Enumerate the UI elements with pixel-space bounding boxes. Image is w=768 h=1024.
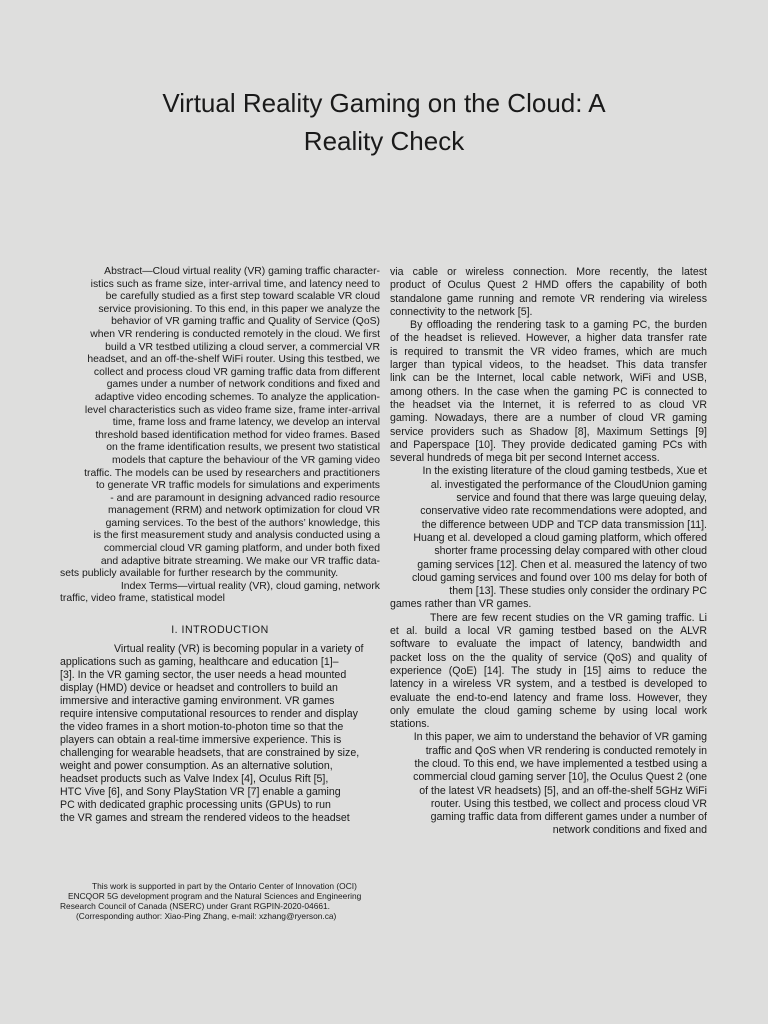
abstract-line: service provisioning. To this end, in this paper we analyze the [98,303,380,315]
title-line-2: Reality Check [303,126,465,156]
abstract-line: on the frame identification results, we present two statistical [106,442,380,454]
abstract-line: threshold based identification method for video frames. Based [95,429,380,441]
body-line: gaming. Nowadays, there are a number of cloud VR gaming [390,412,707,425]
body-line: software to evaluate the impact of latency, bandwidth and [390,638,707,651]
body-line: games rather than VR games. [390,598,532,611]
footnote-line: Research Council of Canada (NSERC) under Grant RGPIN-2020-04661. [60,901,330,911]
body-line: service and found that there was large queuing delay, [456,492,707,505]
abstract [60,266,380,581]
intro-line: display (HMD) device or headset and controllers to build an [60,681,338,694]
footnote-line: This work is supported in part by the Ontario Center of Innovation (OCI) [92,881,357,891]
index-terms [60,581,380,606]
body-line: et al. build a local VR gaming testbed based on the ALVR [390,625,707,638]
body-line: is required to transmit the VR video frames, which are much [390,345,707,358]
body-line: Huang et al. developed a cloud gaming platform, which offered [413,531,707,544]
paper-title [80,84,688,160]
introduction-text [60,643,380,825]
abstract-line: games under a number of network conditions and fixed and [106,379,380,391]
body-line: packet loss on the the quality of service (QoS) and quality of [390,651,707,664]
body-line: gaming traffic data from different games under a number of [430,811,707,824]
section-heading: I. INTRODUCTION [171,624,269,637]
body-line: the cloud. To this end, we have implemented a testbed using a [414,757,707,770]
body-line: traffic and QoS when VR rendering is conducted remotely in [425,744,707,757]
body-line: several hundreds of mega bit per second Internet access. [390,452,660,465]
body-line: via cable or wireless connection. More recently, the latest [390,266,707,278]
abstract-line: sets publicly available for further research by the community. [60,568,339,580]
abstract-line: collect and process cloud VR gaming traffic data from different [93,366,380,378]
abstract-line: level characteristics such as video frame size, frame inter-arrival [84,404,380,416]
body-line: cloud gaming services and found over 100 ms delay for both of [411,571,707,584]
abstract-line: behavior of VR gaming traffic and Quality of Service (QoS) [111,316,380,328]
intro-line: headset products such as Valve Index [4], Oculus Rift [5], [60,772,329,785]
body-line: only emulate the cloud gaming scheme by using local work [390,704,707,717]
abstract-line: and adaptive bitrate streaming. We make our VR traffic data- [100,555,380,567]
abstract-line: gaming services. To the best of the authors’ knowledge, this [105,517,380,529]
intro-line: HTC Vive [6], and Sony PlayStation VR [7] enable a gaming [60,785,341,798]
body-line: router. Using this testbed, we collect and process cloud VR [430,797,707,810]
index-terms-line: Index Terms—virtual reality (VR), cloud gaming, network [120,580,380,592]
abstract-line: istics such as frame size, inter-arrival time, and latency need to [90,278,380,290]
abstract-line: management (RRM) and network optimization for cloud VR [107,505,380,517]
abstract-line: headset, and an off-the-shelf WiFi router. Using this testbed, we [87,354,380,366]
intro-line: challenging for wearable headsets, that are constrained by size, [60,746,360,759]
body-line: conservative video rate recommendations were adopted, and [420,505,707,518]
body-line: latency in a wireless VR system, and a testbed is developed to [390,678,707,691]
body-line: By offloading the rendering task to a gaming PC, the burden [410,319,707,332]
body-line: service providers such as Shadow [8], Maximum Settings [9] [390,425,707,438]
body-line: among others. In the case when the gaming PC is connected to [390,385,707,398]
body-line: stations. [390,718,430,731]
body-line: link can be the Internet, local cable network, WiFi and USB, [390,372,707,385]
body-line: gaming services [12]. Chen et al. measured the latency of two [417,558,707,571]
body-line: In the existing literature of the cloud gaming testbeds, Xue et [422,465,707,478]
abstract-line: be carefully studied as a first step toward scalable VR cloud [105,291,380,303]
body-line: of the headset is relieved. However, a higher data transfer rate [390,332,707,345]
body-line: larger than typical videos, to the headset. This data transfer [390,359,707,372]
body-line: network conditions and fixed and [552,824,707,837]
footnote [60,881,380,921]
intro-line: Virtual reality (VR) is becoming popular in a variety of [114,642,364,655]
abstract-line: models that capture the behaviour of the VR gaming video [111,454,380,466]
abstract-line: - and are paramount in designing advanced radio resource [110,492,380,504]
index-terms-line: traffic, video frame, statistical model [60,593,225,605]
abstract-line: adaptive video encoding schemes. To analyze the application- [94,391,380,403]
body-line: evaluate the end-to-end latency and frame loss. However, they [390,691,707,704]
abstract-line: to generate VR traffic models for simulations and experiments [96,480,380,492]
title-line-1: Virtual Reality Gaming on the Cloud: A [162,88,606,118]
abstract-line: traffic. The models can be used by researchers and practitioners [84,467,380,479]
abstract-line: time, frame loss and frame latency, we develop an interval [112,417,380,429]
body-line: connectivity to the network [5]. [390,305,533,318]
body-line: experience (QoE) [14]. The study in [15] aims to reduce the [390,664,707,677]
body-line: and Paperspace [10]. They provide dedicated gaming PCs with [390,438,707,451]
intro-line: immersive and interactive gaming environment. VR games [60,694,335,707]
intro-line: [3]. In the VR gaming sector, the user needs a head mounted [60,668,347,681]
intro-line: the video frames in a short motion-to-photon time so that the [60,720,344,733]
intro-line: applications such as gaming, healthcare and education [1]– [60,655,339,668]
body-line: product of Oculus Quest 2 HMD offers the capability of both [390,279,707,292]
intro-line: players can obtain a real-time immersive experience. This is [60,733,342,746]
body-line: commercial cloud gaming server [10], the Oculus Quest 2 (one [413,771,707,784]
body-line: of the latest VR headsets) [5], and an off-the-shelf 5GHz WiFi [419,784,707,797]
body-line: In this paper, we aim to understand the behavior of VR gaming [413,731,707,744]
body-line: the difference between UDP and TCP data transmission [11]. [421,518,707,531]
right-column [390,266,707,838]
body-line: the headset via the Internet, it is referred to as cloud VR [390,398,707,411]
abstract-line: build a VR testbed utilizing a cloud server, a commercial VR [105,341,380,353]
body-line: them [13]. These studies only consider the ordinary PC [449,585,707,598]
intro-line: the VR games and stream the rendered videos to the headset [60,811,350,824]
abstract-line: when VR rendering is conducted remotely in the cloud. We first [90,328,380,340]
left-column [60,266,380,825]
intro-line: PC with dedicated graphic processing units (GPUs) to run [60,798,331,811]
abstract-line: commercial cloud VR gaming platform, and under both fixed [103,543,380,555]
footnote-line: ENCQOR 5G development program and the Natural Sciences and Engineering [68,891,362,901]
footnote-line: (Corresponding author: Xiao-Ping Zhang, e-mail: xzhang@ryerson.ca) [76,911,337,921]
body-line: standalone game running and remote VR rendering via wireless [390,292,707,305]
intro-line: weight and power consumption. As an alternative solution, [60,759,333,772]
body-line: There are few recent studies on the VR gaming traffic. Li [430,611,707,624]
intro-line: require intensive computational resources to render and display [60,707,358,720]
body-line: shorter frame processing delay compared with other cloud [434,545,707,558]
abstract-line: is the first measurement study and analysis conducted using a [93,530,380,542]
body-line: al. investigated the performance of the CloudUnion gaming [430,478,707,491]
abstract-line: Abstract—Cloud virtual reality (VR) gaming traffic character- [104,266,380,277]
